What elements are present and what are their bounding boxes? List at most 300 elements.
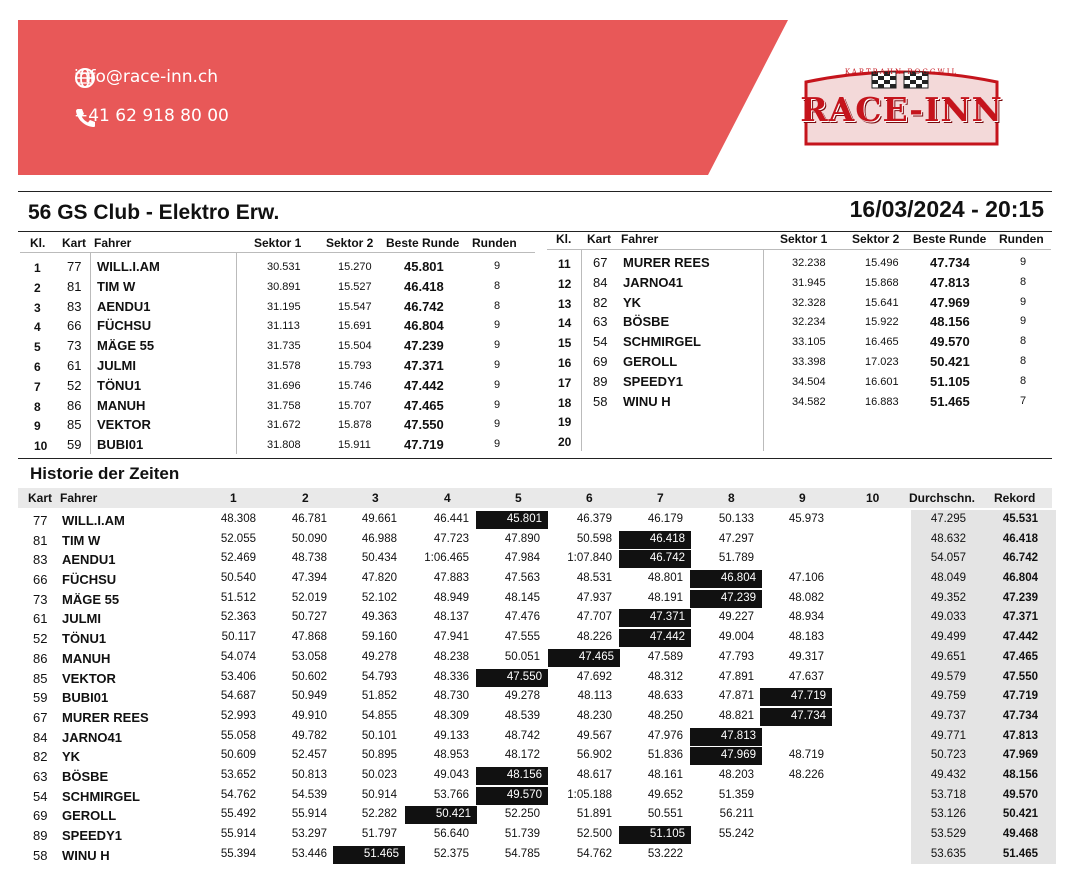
history-average: 54.057 xyxy=(930,552,966,565)
standings-kart: 54 xyxy=(593,334,608,350)
race-datetime: 16/03/2024 - 20:15 xyxy=(849,196,1044,222)
history-row xyxy=(0,589,1070,609)
history-row xyxy=(0,727,1070,747)
history-row xyxy=(0,530,1070,550)
standings-laps: 9 xyxy=(1020,256,1027,268)
hcol-3: 3 xyxy=(372,491,379,505)
history-lap: 52.469 xyxy=(220,552,256,565)
hcol-8: 8 xyxy=(728,491,735,505)
history-lap: 48.203 xyxy=(718,768,754,781)
history-lap: 50.434 xyxy=(361,552,397,565)
standings-driver: SPEEDY1 xyxy=(623,373,683,389)
standings-best-lap: 45.801 xyxy=(404,259,444,274)
history-best-lap: 45.801 xyxy=(476,511,548,529)
history-driver: MÄGE 55 xyxy=(62,591,120,607)
standings-best-lap: 47.734 xyxy=(930,255,970,270)
history-lap: 50.895 xyxy=(361,749,397,762)
history-lap: 52.993 xyxy=(220,709,256,722)
history-lap: 47.941 xyxy=(433,631,469,644)
history-lap: 48.312 xyxy=(647,670,683,683)
history-lap: 46.441 xyxy=(433,513,469,525)
standings-sektor1: 31.808 xyxy=(267,439,301,452)
history-header-bg xyxy=(18,488,1052,508)
history-lap: 49.567 xyxy=(576,729,612,742)
history-lap: 46.988 xyxy=(361,532,397,545)
history-lap: 54.785 xyxy=(504,847,540,860)
standings-kart: 85 xyxy=(67,417,82,433)
standings-laps: 9 xyxy=(494,359,501,371)
history-lap: 48.161 xyxy=(647,768,683,781)
history-lap: 48.250 xyxy=(647,709,683,722)
contact-email[interactable] xyxy=(74,67,218,87)
standings-position: 12 xyxy=(558,276,572,291)
banner-shape xyxy=(18,20,788,175)
history-lap: 50.117 xyxy=(221,631,256,644)
history-lap: 49.004 xyxy=(718,631,754,644)
col-kl: Kl. xyxy=(30,236,46,250)
standings-best-lap: 48.156 xyxy=(930,314,970,330)
standings-sektor1: 30.891 xyxy=(267,280,301,293)
standings-position: 16 xyxy=(558,356,572,370)
standings-best-lap: 51.105 xyxy=(930,373,970,389)
history-lap: 55.492 xyxy=(220,808,256,821)
history-lap: 55.914 xyxy=(291,808,327,821)
history-lap: 45.973 xyxy=(788,513,824,525)
hcol-kart: Kart xyxy=(28,491,53,505)
history-record: 46.742 xyxy=(1002,552,1038,565)
history-row xyxy=(0,825,1070,845)
history-record: 47.813 xyxy=(1002,729,1038,742)
standings-divider xyxy=(20,252,535,253)
standings-position: 9 xyxy=(34,419,41,434)
history-lap: 51.797 xyxy=(361,828,397,840)
history-lap: 47.555 xyxy=(504,631,540,644)
standings-kart: 81 xyxy=(67,278,82,294)
standings-sektor2: 15.496 xyxy=(865,257,899,269)
history-lap: 48.953 xyxy=(433,749,469,762)
history-lap: 48.539 xyxy=(504,709,540,722)
standings-kart: 84 xyxy=(593,274,608,290)
standings-laps: 8 xyxy=(1020,335,1027,348)
history-average: 49.579 xyxy=(930,670,966,683)
standings-laps: 9 xyxy=(494,339,501,352)
contact-phone[interactable] xyxy=(74,106,229,126)
standings-best-lap: 47.239 xyxy=(404,338,444,354)
history-average: 49.759 xyxy=(930,690,966,703)
history-kart: 85 xyxy=(33,670,48,686)
history-lap: 47.890 xyxy=(504,532,540,545)
standings-kart: 73 xyxy=(67,338,82,354)
history-lap: 49.133 xyxy=(433,729,469,742)
standings-laps: 8 xyxy=(494,279,501,292)
history-row xyxy=(0,786,1070,806)
standings-driver: JULMI xyxy=(97,358,136,373)
history-lap: 50.551 xyxy=(647,808,683,821)
logo-text: RACE-INN xyxy=(800,90,1003,129)
history-row xyxy=(0,746,1070,766)
history-lap: 54.855 xyxy=(361,709,397,722)
history-driver: SPEEDY1 xyxy=(62,828,122,843)
col-runden: Runden xyxy=(472,236,517,250)
history-record: 48.156 xyxy=(1002,768,1038,781)
history-lap: 48.949 xyxy=(433,591,469,604)
standings-row xyxy=(0,393,1070,413)
standings-kart: 82 xyxy=(593,294,608,310)
history-driver: MURER REES xyxy=(62,709,149,725)
history-lap: 51.789 xyxy=(718,552,754,565)
history-average: 53.529 xyxy=(930,828,966,840)
history-driver: VEKTOR xyxy=(62,670,116,686)
history-lap: 49.661 xyxy=(361,513,397,525)
page-title: 56 GS Club - Elektro Erw. xyxy=(28,201,280,224)
col-beste-runde: Beste Runde xyxy=(386,236,460,250)
col-runden: Runden xyxy=(999,232,1044,246)
history-kart: 69 xyxy=(33,808,48,824)
history-lap: 53.058 xyxy=(291,650,327,663)
history-lap: 47.563 xyxy=(504,572,540,585)
standings-kart: 61 xyxy=(67,358,82,373)
history-lap: 50.609 xyxy=(220,749,256,762)
history-lap: 53.222 xyxy=(647,847,683,860)
history-best-lap: 46.742 xyxy=(619,550,691,568)
history-driver: BÖSBE xyxy=(62,768,109,784)
hcol-7: 7 xyxy=(657,491,664,505)
history-lap: 52.375 xyxy=(433,847,469,860)
history-lap: 54.793 xyxy=(361,670,397,683)
standings-driver: GEROLL xyxy=(623,354,678,369)
history-average: 49.499 xyxy=(930,631,966,644)
standings-driver: MANUH xyxy=(97,397,146,413)
history-lap: 47.868 xyxy=(291,631,327,644)
history-lap: 52.282 xyxy=(361,808,397,821)
standings-driver: YK xyxy=(623,294,642,310)
history-lap: 50.051 xyxy=(504,650,540,663)
history-average: 49.771 xyxy=(930,729,966,742)
history-row xyxy=(0,569,1070,589)
standings-sektor2: 15.878 xyxy=(338,419,372,432)
standings-row xyxy=(0,432,1070,452)
history-average: 50.723 xyxy=(930,749,966,762)
history-lap: 56.902 xyxy=(576,749,612,762)
col-fahrer: Fahrer xyxy=(621,232,659,246)
history-lap: 55.242 xyxy=(718,828,754,840)
title-top-rule xyxy=(18,191,1052,192)
standings-kart: 66 xyxy=(67,318,82,334)
standings-kart: 63 xyxy=(593,314,608,330)
standings-driver: BÖSBE xyxy=(623,314,670,330)
history-lap: 46.179 xyxy=(647,513,683,525)
history-kart: 66 xyxy=(33,572,48,588)
history-average: 53.718 xyxy=(930,788,966,801)
hcol-1: 1 xyxy=(230,491,237,505)
history-lap: 47.589 xyxy=(647,650,683,663)
standings-laps: 9 xyxy=(494,378,501,391)
history-driver: WINU H xyxy=(62,847,110,863)
standings-best-lap: 47.969 xyxy=(930,294,970,310)
history-header xyxy=(0,488,1070,508)
history-lap: 51.512 xyxy=(220,591,256,604)
history-average: 49.651 xyxy=(930,650,966,663)
standings-position: 3 xyxy=(34,300,41,315)
history-lap: 47.820 xyxy=(361,572,397,585)
standings-driver: MÄGE 55 xyxy=(97,338,155,354)
standings-position: 13 xyxy=(558,296,572,311)
standings-position: 4 xyxy=(34,320,41,335)
history-lap: 48.531 xyxy=(576,572,612,585)
history-lap: 48.082 xyxy=(788,591,824,604)
standings-sektor1: 31.696 xyxy=(267,379,301,392)
history-lap: 52.250 xyxy=(504,808,540,821)
standings-sektor1: 30.531 xyxy=(267,261,301,273)
history-lap: 48.821 xyxy=(718,709,754,722)
history-lap: 47.637 xyxy=(788,670,824,683)
hcol-9: 9 xyxy=(799,491,806,505)
history-lap: 50.813 xyxy=(291,768,327,781)
standings-sektor2: 15.691 xyxy=(338,320,372,333)
standings-position: 15 xyxy=(558,336,572,351)
history-driver: TIM W xyxy=(62,532,101,548)
standings-position: 17 xyxy=(558,375,572,390)
history-row xyxy=(0,648,1070,668)
history-lap: 47.707 xyxy=(576,611,612,624)
history-row xyxy=(0,766,1070,786)
standings-sektor2: 15.527 xyxy=(338,280,372,293)
history-driver: AENDU1 xyxy=(62,552,116,568)
history-row xyxy=(0,608,1070,628)
history-lap: 53.652 xyxy=(220,768,256,781)
standings-sektor2: 15.270 xyxy=(338,261,372,273)
history-best-lap: 46.804 xyxy=(690,570,762,588)
col-kart: Kart xyxy=(62,236,87,250)
history-lap: 48.934 xyxy=(788,611,824,624)
standings-sektor1: 31.945 xyxy=(792,276,826,289)
history-lap: 50.727 xyxy=(291,611,327,624)
col-kart: Kart xyxy=(587,232,612,246)
standings-kart: 58 xyxy=(593,393,608,409)
standings-best-lap: 46.418 xyxy=(404,278,444,294)
history-lap: 50.602 xyxy=(291,670,327,683)
hcol-avg: Durchschn. xyxy=(909,491,976,505)
history-best-lap: 47.969 xyxy=(690,747,762,765)
history-lap: 48.308 xyxy=(220,513,256,525)
standings-best-lap: 49.570 xyxy=(930,334,970,350)
history-lap: 55.914 xyxy=(220,828,256,840)
history-lap: 55.394 xyxy=(220,847,256,860)
standings-best-lap: 51.465 xyxy=(930,393,970,409)
standings-laps: 9 xyxy=(1020,315,1027,328)
history-lap: 59.160 xyxy=(361,631,397,644)
history-lap: 50.023 xyxy=(361,768,397,781)
history-lap: 53.766 xyxy=(433,788,469,801)
history-lap: 49.363 xyxy=(361,611,397,624)
standings-sektor2: 15.922 xyxy=(865,316,899,329)
history-lap: 50.949 xyxy=(291,690,327,703)
history-best-lap: 47.719 xyxy=(760,688,832,706)
standings-driver: TÖNU1 xyxy=(97,377,142,393)
history-lap: 47.692 xyxy=(576,670,612,683)
standings-sektor2: 15.641 xyxy=(865,296,899,309)
standings-best-lap: 47.719 xyxy=(404,437,444,453)
standings-best-lap: 47.371 xyxy=(404,358,444,373)
history-lap: 48.742 xyxy=(504,729,540,742)
standings-best-lap: 47.813 xyxy=(930,274,970,290)
history-record: 46.804 xyxy=(1002,572,1038,585)
standings-laps: 9 xyxy=(494,319,501,332)
standings-sektor2: 15.504 xyxy=(338,340,372,353)
standings-driver: JARNO41 xyxy=(623,274,683,290)
history-lap: 47.891 xyxy=(718,670,754,683)
standings-driver: VEKTOR xyxy=(97,417,151,433)
history-record: 47.442 xyxy=(1002,631,1038,644)
standings-laps: 8 xyxy=(1020,275,1027,288)
hcol-2: 2 xyxy=(302,491,309,505)
history-lap: 49.043 xyxy=(433,768,469,781)
history-record: 47.465 xyxy=(1002,650,1038,663)
history-lap: 50.598 xyxy=(576,532,612,545)
standings-best-lap: 46.742 xyxy=(404,298,444,314)
standings-laps: 9 xyxy=(494,418,501,431)
history-average: 47.295 xyxy=(930,513,966,525)
phone-icon xyxy=(74,106,96,128)
standings-laps: 9 xyxy=(494,260,501,272)
history-kart: 77 xyxy=(33,513,48,528)
standings-position: 8 xyxy=(34,399,41,414)
hcol-6: 6 xyxy=(586,491,593,505)
standings-position: 14 xyxy=(558,316,572,331)
standings-sektor2: 15.911 xyxy=(338,439,371,452)
standings-kart: 52 xyxy=(67,377,82,393)
standings-row xyxy=(0,412,1070,432)
standings-sektor1: 31.758 xyxy=(267,399,301,412)
history-lap: 49.652 xyxy=(647,788,683,801)
history-average: 49.352 xyxy=(930,591,966,604)
history-lap: 47.394 xyxy=(291,572,327,585)
standings-kart: 89 xyxy=(593,373,608,389)
history-lap: 48.137 xyxy=(433,611,469,624)
history-best-lap: 47.371 xyxy=(619,609,691,627)
standings-row xyxy=(0,333,1070,353)
history-kart: 86 xyxy=(33,650,48,666)
standings-position: 18 xyxy=(558,395,572,410)
history-lap: 47.883 xyxy=(433,572,469,585)
history-driver: WILL.I.AM xyxy=(62,513,125,528)
history-table xyxy=(0,510,1070,864)
history-kart: 73 xyxy=(33,591,48,607)
standings-position: 19 xyxy=(558,415,572,430)
history-lap: 53.446 xyxy=(291,847,327,860)
history-kart: 89 xyxy=(33,828,48,843)
standings-position: 10 xyxy=(34,439,48,454)
standings-best-lap: 47.465 xyxy=(404,397,444,413)
history-top-rule xyxy=(18,458,1052,459)
history-record: 49.570 xyxy=(1002,788,1038,801)
history-average: 53.126 xyxy=(930,808,966,821)
history-record: 47.550 xyxy=(1002,670,1038,683)
standings-sektor1: 33.105 xyxy=(792,336,826,349)
history-record: 51.465 xyxy=(1002,847,1038,860)
history-driver: FÜCHSU xyxy=(62,572,117,588)
history-lap: 46.781 xyxy=(291,513,327,525)
history-driver: BUBI01 xyxy=(62,690,109,706)
history-kart: 67 xyxy=(33,709,48,725)
history-kart: 84 xyxy=(33,729,48,745)
history-average: 48.632 xyxy=(930,532,966,545)
standings-sektor1: 34.504 xyxy=(792,375,826,388)
history-average: 49.737 xyxy=(930,709,966,722)
col-sektor1: Sektor 1 xyxy=(254,236,302,250)
standings-kart: 77 xyxy=(67,259,82,274)
history-lap: 48.230 xyxy=(576,709,612,722)
standings-kart: 59 xyxy=(67,437,82,453)
history-title: Historie der Zeiten xyxy=(30,464,180,483)
history-record: 47.734 xyxy=(1002,709,1038,722)
history-lap: 48.172 xyxy=(504,749,540,762)
history-lap: 49.278 xyxy=(504,690,540,703)
email-text: info@race-inn.ch xyxy=(74,67,219,87)
standings-best-lap: 46.804 xyxy=(404,318,444,334)
history-kart: 54 xyxy=(33,788,48,804)
history-lap: 51.891 xyxy=(576,808,612,821)
history-lap: 50.540 xyxy=(220,572,256,585)
standings-driver: BUBI01 xyxy=(97,437,144,453)
phone-text: +41 62 918 80 00 xyxy=(74,106,229,126)
history-lap: 52.457 xyxy=(291,749,327,762)
history-lap: 54.687 xyxy=(220,690,256,703)
history-best-lap: 47.465 xyxy=(548,649,620,667)
history-lap: 48.309 xyxy=(433,709,469,722)
history-lap: 48.113 xyxy=(577,690,612,703)
history-lap: 52.102 xyxy=(361,591,397,604)
history-driver: GEROLL xyxy=(62,808,117,824)
history-kart: 81 xyxy=(33,532,48,548)
standings-sektor2: 15.746 xyxy=(338,379,372,392)
history-lap: 51.836 xyxy=(647,749,683,762)
history-kart: 82 xyxy=(33,749,48,765)
standings-position: 2 xyxy=(34,280,41,295)
standings-sektor1: 31.735 xyxy=(267,340,301,353)
logo-arc-text: KARTBAHN ROGGWIL xyxy=(844,68,959,76)
standings-driver: WINU H xyxy=(623,393,671,409)
history-average: 48.049 xyxy=(930,572,966,585)
history-record: 45.531 xyxy=(1002,513,1038,525)
hcol-fahrer: Fahrer xyxy=(60,491,98,505)
standings-sektor1: 34.582 xyxy=(792,395,826,408)
standings-driver: SCHMIRGEL xyxy=(623,334,701,350)
history-lap: 54.539 xyxy=(291,788,327,801)
standings-sektor1: 32.328 xyxy=(792,296,826,309)
history-driver: TÖNU1 xyxy=(62,631,107,647)
standings-sektor1: 32.234 xyxy=(792,316,826,329)
history-lap: 51.852 xyxy=(361,690,397,703)
history-lap: 49.317 xyxy=(788,650,824,663)
history-lap: 1:07.840 xyxy=(567,552,612,565)
col-sektor2: Sektor 2 xyxy=(326,236,374,250)
standings-sektor1: 31.113 xyxy=(267,320,300,333)
standings-position: 6 xyxy=(34,360,41,374)
standings-sektor2: 16.883 xyxy=(865,395,899,408)
history-kart: 63 xyxy=(33,768,48,784)
history-record: 49.468 xyxy=(1002,828,1038,840)
history-lap: 48.730 xyxy=(433,690,469,703)
history-best-lap: 50.421 xyxy=(405,806,477,824)
history-row xyxy=(0,845,1070,865)
race-inn-logo xyxy=(800,68,1003,150)
col-sektor1: Sektor 1 xyxy=(780,232,828,246)
history-lap: 48.238 xyxy=(433,650,469,663)
history-row xyxy=(0,707,1070,727)
standings-sektor2: 16.465 xyxy=(865,336,899,349)
history-driver: JARNO41 xyxy=(62,729,122,745)
